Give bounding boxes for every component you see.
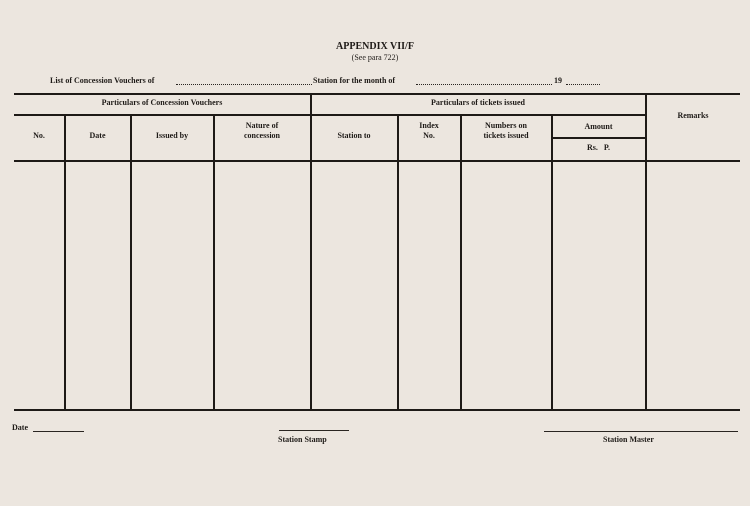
header-amount: Amount: [584, 122, 613, 131]
header-index-line2: No.: [423, 131, 435, 140]
month-field[interactable]: [416, 84, 552, 85]
year-field[interactable]: [566, 84, 600, 85]
header-rs-p: Rs. P.: [586, 143, 611, 152]
header-remarks: Remarks: [677, 111, 709, 120]
header-numbers-line1: Numbers on: [484, 121, 527, 130]
amount-subheader-divider: [552, 137, 646, 139]
footer-date-field[interactable]: [33, 431, 84, 432]
table-body-entry-area[interactable]: [15, 162, 739, 408]
page-subtitle: (See para 722): [351, 53, 399, 62]
header-date: Date: [89, 131, 106, 140]
page-title: APPENDIX VII/F: [336, 41, 414, 52]
header-numbers-line2: tickets issued: [483, 131, 529, 140]
footer-date-label: Date: [12, 423, 28, 432]
table-top-border: [14, 93, 740, 95]
group-header-vouchers: Particulars of Concession Vouchers: [101, 98, 223, 107]
header-issued-by: Issued by: [155, 131, 189, 140]
year-label: 19: [554, 76, 562, 85]
table-bottom-border: [14, 409, 740, 411]
header-index-line1: Index: [419, 121, 439, 130]
station-master-label: Station Master: [603, 435, 654, 444]
station-stamp-label: Station Stamp: [278, 435, 327, 444]
list-label: List of Concession Vouchers of: [50, 76, 155, 85]
header-nature-line2: concession: [244, 131, 280, 140]
header-nature-line1: Nature of: [245, 121, 279, 130]
group-header-tickets: Particulars of tickets issued: [431, 98, 525, 107]
header-no: No.: [33, 131, 45, 140]
header-station-to: Station to: [337, 131, 371, 140]
station-master-signature-line[interactable]: [544, 431, 738, 432]
voucher-list-field[interactable]: [176, 84, 312, 85]
station-month-label: Station for the month of: [313, 76, 396, 85]
station-stamp-line: [279, 430, 349, 431]
